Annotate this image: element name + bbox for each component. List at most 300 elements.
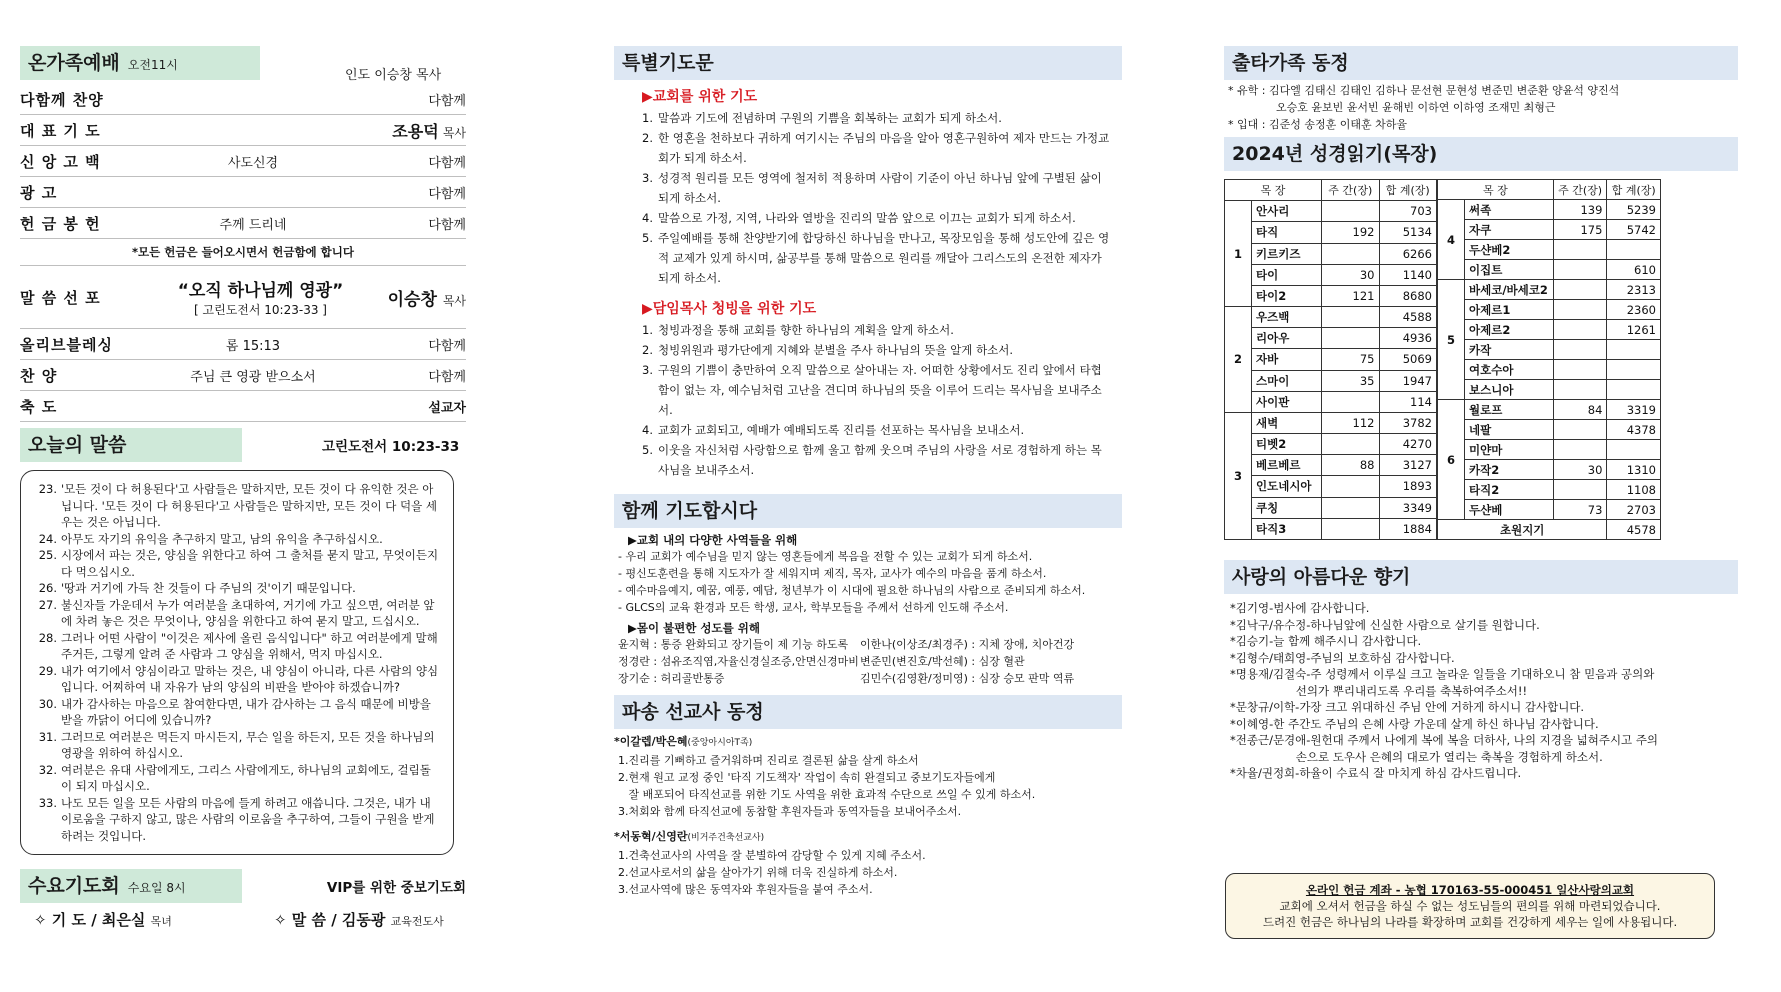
table-row <box>1438 480 1661 500</box>
verse-number: 27. <box>38 597 57 612</box>
today-word-title: 오늘의 말씀 <box>20 428 242 462</box>
verse-text: '땅과 거기에 가득 찬 것들이 다 주님의 것'이기 때문입니다. <box>61 581 356 595</box>
week-count <box>1322 434 1379 455</box>
special-prayer-title: 특별기도문 <box>614 46 1122 80</box>
week-count: 73 <box>1553 500 1607 520</box>
verse-text: 내가 여기에서 양심이라고 말하는 것은, 내 양심이 아니라, 다른 사람의 양심입니다. 어찌하여 내 자유가 남의 양심의 비판을 받아야 하겠습니까? <box>61 663 439 694</box>
worship-row <box>20 360 466 391</box>
total-count: 4378 <box>1607 420 1661 440</box>
week-count <box>1553 440 1607 460</box>
table-row <box>1225 518 1437 539</box>
love-item: *이혜영-한 주간도 주님의 은혜 사랑 가운데 살게 하신 하나님 감사합니다. <box>1230 716 1599 731</box>
prayer-item <box>642 440 1112 480</box>
mokjang-name: 타이 <box>1252 264 1322 285</box>
total-count <box>1607 240 1661 260</box>
table-row <box>1438 280 1661 300</box>
table-row <box>1225 455 1437 476</box>
missionary-1: *이갈렙/박은혜(중앙아시아T족) 1.진리를 기뻐하고 즐거워하며 진리로 결론된 삶을 살게 하소서 2.현재 원고 교정 중인 '타직 기도책자' 작업이 속히 완결되고 중보기도자들에게 잘 배포되어 타직선교를 위한 기도 사역을 위한 효과적 수단으로 쓰일 수 있게 하소서. 3.처회와 함께 타직선교에 동참할 후원자들과 동역자들을 보내어주소서. <box>614 733 1126 820</box>
prayer-item <box>642 208 1112 228</box>
week-count <box>1322 497 1379 518</box>
prayer-line: - GLCS의 교육 환경과 모든 학생, 교사, 학부모들을 주께서 선하게 인도해 주소서. <box>618 601 1009 614</box>
table-row <box>1225 434 1437 455</box>
verse-text: 여러분은 유대 사람에게도, 그리스 사람에게도, 하나님의 교회에도, 걸림돌이 되지 마십시오. <box>61 762 431 793</box>
mokjang-name: 자바 <box>1252 349 1322 370</box>
week-count: 75 <box>1322 349 1379 370</box>
total-count: 8680 <box>1379 285 1437 306</box>
item-text: 말씀으로 가정, 지역, 나라와 열방을 진리의 말씀 앞으로 이끄는 교회가 되게 하소서. <box>658 211 1076 225</box>
verse-number: 25. <box>38 548 57 562</box>
item-number: 3. <box>642 363 653 377</box>
mokjang-name: 타직3 <box>1252 518 1322 539</box>
sermon-row <box>20 266 466 329</box>
worship-row <box>20 391 466 422</box>
verse-item <box>31 729 439 762</box>
item-number: 4. <box>642 211 653 225</box>
mokjang-name: 보스니아 <box>1465 380 1554 400</box>
table-row <box>1438 340 1661 360</box>
mokjang-name: 타이2 <box>1252 285 1322 306</box>
item-text: 이웃을 자신처럼 사랑함으로 함께 울고 함께 웃으며 주님의 사랑을 서로 경험하게 하는 목사님을 보내주소서. <box>658 443 1102 477</box>
total-count: 1947 <box>1379 370 1437 391</box>
worship-row-detail: 사도신경 <box>227 155 279 171</box>
week-count: 112 <box>1322 412 1379 433</box>
total-count: 5134 <box>1379 222 1437 243</box>
verse-text: 불신자들 가운데서 누가 여러분을 초대하여, 거기에 가고 싶으면, 여러분 앞에 차려 놓은 것은 무엇이나, 양심을 위한다고 하여 묻지 말고, 드십시오. <box>61 597 435 628</box>
mokjang-name: 베르베르 <box>1252 455 1322 476</box>
donation-line2: 드려진 헌금은 하나님의 나라를 확장하며 교회를 건강하게 세우는 일에 사용됩니다. <box>1262 915 1678 929</box>
family-military: * 입대 : 김준성 송정훈 이태훈 차하율 <box>1228 118 1407 131</box>
donation-box <box>1225 873 1715 939</box>
prayer-line: - 우리 교회가 예수님을 믿지 않는 영혼들에게 복음을 전할 수 있는 교회가 되게 하소서. <box>618 550 1033 563</box>
verse-item <box>31 630 439 663</box>
worship-row <box>20 146 466 177</box>
verse-text: 아무도 자기의 유익을 추구하지 말고, 남의 유익을 추구하십시오. <box>61 531 383 546</box>
love-list <box>1224 600 1736 782</box>
worship-header <box>20 46 260 80</box>
table-row <box>1438 380 1661 400</box>
total-count: 703 <box>1379 201 1437 222</box>
mokjang-name: 사이판 <box>1252 391 1322 412</box>
worship-row-person: 다함께 <box>428 93 466 109</box>
week-count <box>1553 320 1607 340</box>
love-item: *김기영-범사에 감사합니다. <box>1230 601 1370 615</box>
table-row <box>1438 360 1661 380</box>
item-number: 3. <box>642 171 653 185</box>
worship-row-person: 다함께 <box>428 186 466 202</box>
bible-table-right <box>1437 179 1661 540</box>
verse-number: 23. <box>38 482 57 496</box>
mokjang-name: 미얀마 <box>1465 440 1554 460</box>
prayer-item <box>642 340 1112 360</box>
total-count: 2703 <box>1607 500 1661 520</box>
prayer-item <box>642 228 1112 288</box>
item-text: 주일예배를 통해 찬양받기에 합당하신 하나님을 만나고, 목장모임을 통해 성도안에 깊은 영적 교제가 있게 하시며, 삶공부를 통해 말씀으로 원리를 깨달아 그리스도의 온전한 제자가 되게 하소서. <box>658 231 1110 285</box>
mokjang-name: 여호수아 <box>1465 360 1554 380</box>
verse-text: '모든 것이 다 허용된다'고 사람들은 말하지만, 모든 것이 다 유익한 것은 아닙니다. '모든 것이 다 허용된다'고 사람들은 말하지만, 모든 것이 다 덕을 세우는 것은 아닙니다. <box>61 482 438 529</box>
donation-title: 온라인 헌금 계좌 - 농협 170163-55-000451 일산사랑의교회 <box>1305 883 1635 897</box>
week-count <box>1553 240 1607 260</box>
verse-number: 30. <box>38 696 57 711</box>
total-count: 2360 <box>1607 300 1661 320</box>
group-number: 4 <box>1438 200 1465 280</box>
verse-item <box>31 597 439 630</box>
total-count: 4588 <box>1379 307 1437 328</box>
table-row <box>1225 391 1437 412</box>
worship-row <box>20 208 466 239</box>
table-row <box>1225 285 1437 306</box>
mokjang-name: 키르키즈 <box>1252 243 1322 264</box>
church-prayer-list <box>642 108 1126 288</box>
worship-row-person: 다함께 <box>428 338 466 354</box>
pray-together-head1: ▶교회 내의 다양한 사역들을 위해 <box>628 533 798 547</box>
verse-text: 내가 감사하는 마음으로 참여한다면, 내가 감사하는 그 음식 때문에 비방을 받을 까닭이 어디에 있습니까? <box>61 696 431 727</box>
week-count <box>1322 518 1379 539</box>
love-item: *차율/권정희-하율이 수료식 잘 마치게 하심 감사드립니다. <box>1230 766 1522 780</box>
total-count <box>1607 340 1661 360</box>
week-count: 84 <box>1553 400 1607 420</box>
item-text: 한 영혼을 천하보다 귀하게 여기시는 주님의 마음을 알아 영혼구원하여 제자 만드는 가정교회가 되게 하소서. <box>658 131 1110 165</box>
verse-number: 31. <box>38 729 57 744</box>
table-row <box>1438 300 1661 320</box>
verse-number: 24. <box>38 531 57 546</box>
total-count: 2313 <box>1607 280 1661 300</box>
love-item: *문창규/이학-가장 크고 위대하신 주님 안에 거하게 하시니 감사합니다. <box>1230 700 1585 714</box>
total-count: 114 <box>1379 391 1437 412</box>
worship-row-detail: 주님 큰 영광 받으소서 <box>190 369 316 385</box>
week-count <box>1322 328 1379 349</box>
table-row <box>1225 412 1437 433</box>
worship-row-label: 축 도 <box>20 397 58 416</box>
mokjang-name: 월로프 <box>1465 400 1554 420</box>
worship-row-label: 광 고 <box>20 183 58 202</box>
total-count: 5069 <box>1379 349 1437 370</box>
mokjang-name: 안사리 <box>1252 201 1322 222</box>
total-count: 610 <box>1607 260 1661 280</box>
week-count: 175 <box>1553 220 1607 240</box>
table-row <box>1225 349 1437 370</box>
worship-row-label: 올리브블레싱 <box>20 335 113 354</box>
total-count: 4578 <box>1607 520 1661 540</box>
verse-item <box>31 696 439 729</box>
table-row <box>1438 260 1661 280</box>
week-count <box>1322 391 1379 412</box>
verse-item <box>31 531 439 548</box>
week-count <box>1553 280 1607 300</box>
item-number: 1. <box>642 323 653 337</box>
total-count: 1140 <box>1379 264 1437 285</box>
prayer-line: - 평신도훈련을 통해 지도자가 잘 세워지며 제직, 목자, 교사가 예수의 마음을 품게 하소서. <box>618 567 1047 580</box>
pray-together-head2: ▶몸이 불편한 성도를 위해 <box>628 621 760 635</box>
prayer-item <box>642 168 1112 208</box>
total-count: 4270 <box>1379 434 1437 455</box>
mokjang-name: 자쿠 <box>1465 220 1554 240</box>
week-count <box>1553 300 1607 320</box>
total-count <box>1607 440 1661 460</box>
mokjang-name: 바세코/바세코2 <box>1465 280 1554 300</box>
worship-row-label: 찬 양 <box>20 366 58 385</box>
sermon-ref: [ 고린도전서 10:23-33 ] <box>194 303 327 317</box>
table-header <box>1225 180 1437 201</box>
total-count: 3319 <box>1607 400 1661 420</box>
table-row <box>1438 520 1661 540</box>
missionary-2: *서동혁/신영란(비거주건축선교사) 1.건축선교사의 사역을 잘 분별하여 감당할 수 있게 지혜 주소서. 2.선교사로서의 삶을 살아가기 위해 더욱 진실하게 하소서. 3.선교사역에 많은 동역자와 후원자들을 붙여 주소서. <box>614 828 1126 898</box>
item-number: 2. <box>642 343 653 357</box>
mokjang-name: 초원지기 <box>1438 520 1607 540</box>
missionary-title: 파송 선교사 동정 <box>614 695 1122 729</box>
verse-item <box>31 547 439 580</box>
table-row <box>1225 264 1437 285</box>
sick-row <box>618 670 1126 687</box>
love-item: *김낙구/유수정-하나님앞에 신실한 사람으로 살기를 원합니다. <box>1230 617 1540 632</box>
mokjang-name: 타직 <box>1252 222 1322 243</box>
worship-row <box>20 115 466 146</box>
table-row <box>1438 440 1661 460</box>
sick-person: 윤지혁 : 통증 완화되고 장기들이 제 기능 하도록 <box>618 638 849 651</box>
sick-person: 이한나(이상조/최경주) : 지체 장애, 치아건강 <box>860 638 1075 651</box>
mokjang-name: 써족 <box>1465 200 1554 220</box>
header-group: 목 장 <box>1225 180 1322 201</box>
item-text: 성경적 원리를 모든 영역에 철저히 적용하며 사람이 기준이 아닌 하나님 앞에 구별된 삶이 되게 하소서. <box>658 171 1102 205</box>
missionary-item: 2.선교사로서의 삶을 살아가기 위해 더욱 진실하게 하소서. <box>618 866 898 879</box>
donation-line1: 교회에 오셔서 헌금을 하실 수 없는 성도님들의 편의를 위해 마련되었습니다. <box>1279 899 1661 913</box>
wednesday-prayer: ✧ 기 도 / 최은실 목녀 <box>34 911 172 929</box>
worship-row-person: 설교자 <box>428 400 466 416</box>
worship-row-label: 헌 금 봉 헌 <box>20 214 101 233</box>
mokjang-name: 타직2 <box>1465 480 1554 500</box>
week-count: 192 <box>1322 222 1379 243</box>
header-week: 주 간(장) <box>1322 180 1379 201</box>
order-of-worship <box>20 84 466 239</box>
verse-number: 33. <box>38 795 57 810</box>
group-number: 1 <box>1225 201 1252 307</box>
table-row <box>1438 240 1661 260</box>
column-prayer <box>614 46 1126 898</box>
mokjang-name: 티벳2 <box>1252 434 1322 455</box>
table-row <box>1438 500 1661 520</box>
total-count: 3127 <box>1379 455 1437 476</box>
worship-row <box>20 329 466 360</box>
pray-together-title: 함께 기도합시다 <box>614 494 1122 528</box>
item-text: 청빙과정을 통해 교회를 향한 하나님의 계획을 알게 하소서. <box>658 323 954 337</box>
table-row <box>1225 222 1437 243</box>
column-worship <box>20 46 534 930</box>
week-count <box>1322 243 1379 264</box>
sick-list <box>618 636 1126 687</box>
total-count: 1310 <box>1607 460 1661 480</box>
week-count <box>1553 340 1607 360</box>
mokjang-name: 두샨베2 <box>1465 240 1554 260</box>
sick-row <box>618 636 1126 653</box>
table-row <box>1438 200 1661 220</box>
worship-row-label: 신 앙 고 백 <box>20 152 101 171</box>
verse-text: 나도 모든 일을 모든 사람의 마음에 들게 하려고 애씁니다. 그것은, 내가 내 이로움을 구하지 않고, 많은 사람의 이로움을 추구하여, 그들이 구원을 받게 하려는 것입니다. <box>61 795 435 843</box>
wednesday-subtitle: VIP를 위한 중보기도회 <box>326 880 466 896</box>
pray-together-list <box>618 548 1126 616</box>
mokjang-name: 인도네시아 <box>1252 476 1322 497</box>
week-count <box>1553 480 1607 500</box>
table-row <box>1438 220 1661 240</box>
prayer-item <box>642 108 1112 128</box>
worship-row-detail: 롬 15:13 <box>225 338 281 354</box>
verse-number: 32. <box>38 762 57 777</box>
total-count: 5239 <box>1607 200 1661 220</box>
header-week: 주 간(장) <box>1553 180 1607 200</box>
table-row <box>1225 328 1437 349</box>
mokjang-name: 이집트 <box>1465 260 1554 280</box>
sick-person: 변준민(변진호/박선혜) : 심장 혈관 <box>860 655 1025 668</box>
mokjang-name: 아제르2 <box>1465 320 1554 340</box>
verse-item <box>31 481 439 531</box>
item-number: 4. <box>642 423 653 437</box>
verse-number: 28. <box>38 630 57 645</box>
mokjang-name: 우즈백 <box>1252 307 1322 328</box>
missionary-item: 1.진리를 기뻐하고 즐거워하며 진리로 결론된 삶을 살게 하소서 <box>618 754 919 767</box>
prayer-item <box>642 128 1112 168</box>
wednesday-word: ✧ 말 씀 / 김동광 교육전도사 <box>274 911 444 929</box>
worship-leader: 인도 이승창 목사 <box>345 68 442 83</box>
item-number: 2. <box>642 131 653 145</box>
missionary-item: 3.선교사역에 많은 동역자와 후원자들을 붙여 주소서. <box>618 883 873 896</box>
mokjang-name: 네팔 <box>1465 420 1554 440</box>
week-count <box>1322 476 1379 497</box>
total-count: 5742 <box>1607 220 1661 240</box>
worship-row <box>20 177 466 208</box>
worship-row-label: 대 표 기 도 <box>20 121 101 140</box>
today-word-ref: 고린도전서 10:23-33 <box>322 439 460 455</box>
pastor-prayer-heading: ▶담임목사 청빙을 위한 기도 <box>642 301 817 317</box>
header-total: 합 계(장) <box>1607 180 1661 200</box>
mokjang-name: 스마이 <box>1252 370 1322 391</box>
group-number: 5 <box>1438 280 1465 400</box>
mokjang-name: 리아우 <box>1252 328 1322 349</box>
total-count: 3349 <box>1379 497 1437 518</box>
worship-row-person: 다함께 <box>428 217 466 233</box>
bible-table-left <box>1224 179 1437 540</box>
family-title: 출타가족 동정 <box>1224 46 1738 80</box>
missionary-item: 3.처회와 함께 타직선교에 동참할 후원자들과 동역자들을 보내어주소서. <box>618 805 962 818</box>
week-count: 30 <box>1322 264 1379 285</box>
worship-row-person <box>336 119 466 142</box>
worship-row-detail: 주께 드리네 <box>219 217 287 233</box>
table-row <box>1225 307 1437 328</box>
week-count: 88 <box>1322 455 1379 476</box>
table-row <box>1438 400 1661 420</box>
mokjang-name: 카작2 <box>1465 460 1554 480</box>
table-row <box>1225 370 1437 391</box>
table-row <box>1438 460 1661 480</box>
week-count: 35 <box>1322 370 1379 391</box>
love-item: *전종근/문경애-원헌대 주께서 나에게 복에 복을 더하사, 나의 지경을 넓혀주시고 주의 <box>1230 733 1659 747</box>
verse-item <box>31 580 439 597</box>
love-item: 손으로 도우사 은혜의 대로가 열리는 축복을 경험하게 하소서. <box>1230 749 1603 764</box>
scripture-box <box>20 470 454 855</box>
mokjang-name: 카작 <box>1465 340 1554 360</box>
total-count: 1884 <box>1379 518 1437 539</box>
love-item: *김승기-늘 함께 해주시니 감사합니다. <box>1230 634 1422 648</box>
header-total: 합 계(장) <box>1379 180 1437 201</box>
column-news <box>1224 46 1736 782</box>
missionary-item: 2.현재 원고 교정 중인 '타직 기도책자' 작업이 속히 완결되고 중보기도자들에게 <box>618 771 996 784</box>
verse-item <box>31 795 439 845</box>
sermon-title: “오직 하나님께 영광” <box>177 281 344 301</box>
total-count: 4936 <box>1379 328 1437 349</box>
prayer-item <box>642 360 1112 420</box>
week-count <box>1322 201 1379 222</box>
table-row <box>1225 243 1437 264</box>
love-item: 선의가 뿌리내리도록 우리를 축복하여주소서!! <box>1230 683 1528 698</box>
item-text: 구원의 기쁨이 충만하여 오직 말씀으로 살아내는 자. 어떠한 상황에서도 진리 앞에서 타협함이 없는 자, 예수님처럼 고난을 견디며 하나님의 뜻을 이루어 드리는 목사님을 보내주소서. <box>658 363 1102 417</box>
family-study-2: 오승호 윤보빈 윤서빈 윤해빈 이하연 이하영 조재민 최형근 <box>1276 101 1556 114</box>
worship-row-person: 다함께 <box>428 155 466 171</box>
worship-time: 오전11시 <box>127 58 178 72</box>
mokjang-name: 쿠칭 <box>1252 497 1322 518</box>
item-number: 5. <box>642 443 653 457</box>
table-row <box>1225 476 1437 497</box>
person-name: 조용덕 <box>392 121 439 141</box>
verse-number: 26. <box>38 581 57 595</box>
person-title: 목사 <box>442 125 466 140</box>
total-count: 3782 <box>1379 412 1437 433</box>
bible-reading-title: 2024년 성경읽기(목장) <box>1224 137 1738 171</box>
total-count: 1108 <box>1607 480 1661 500</box>
verse-item <box>31 663 439 696</box>
total-count <box>1607 380 1661 400</box>
verse-item <box>31 762 439 795</box>
sick-person: 김민수(김영환/정미영) : 심장 승모 판막 역류 <box>860 672 1075 685</box>
preacher: 이승창 목사 <box>387 289 466 310</box>
verse-text: 시장에서 파는 것은, 양심을 위한다고 하여 그 출처를 묻지 말고, 무엇이든지 다 먹으십시오. <box>61 548 439 579</box>
wednesday-header: 수요기도회 수요일 8시 <box>20 869 242 903</box>
week-count <box>1553 260 1607 280</box>
prayer-line: - 예수마음예지, 예꿈, 예풍, 예담, 청년부가 이 시대에 필요한 하나님의 사람으로 준비되게 하소서. <box>618 584 1086 597</box>
worship-row <box>20 84 466 115</box>
missionary-item: 1.건축선교사의 사역을 잘 분별하여 감당할 수 있게 지혜 주소서. <box>618 849 926 862</box>
order-of-worship-2 <box>20 329 466 422</box>
group-number: 2 <box>1225 307 1252 413</box>
worship-row-label: 다함께 찬양 <box>20 90 104 109</box>
sick-person: 정경란 : 섬유조직염,자율신경실조증,안면신경마비 <box>618 655 859 668</box>
mokjang-name: 두샨베 <box>1465 500 1554 520</box>
header-group: 목 장 <box>1438 180 1554 200</box>
week-count: 121 <box>1322 285 1379 306</box>
table-row <box>1438 320 1661 340</box>
item-number: 5. <box>642 231 653 245</box>
verse-number: 29. <box>38 663 57 678</box>
verse-text: 그러나 어떤 사람이 "이것은 제사에 올린 음식입니다" 하고 여러분에게 말해 주거든, 그렇게 알려 준 사람과 그 양심을 위해서, 먹지 마십시오. <box>61 630 438 661</box>
church-prayer-heading: ▶교회를 위한 기도 <box>642 89 758 105</box>
item-text: 청빙위원과 평가단에게 지혜와 분별을 주사 하나님의 뜻을 알게 하소서. <box>658 343 1014 357</box>
total-count <box>1607 360 1661 380</box>
love-title: 사랑의 아름다운 향기 <box>1224 560 1738 594</box>
table-header <box>1438 180 1661 200</box>
mokjang-name: 새벽 <box>1252 412 1322 433</box>
table-row <box>1225 497 1437 518</box>
week-count <box>1553 420 1607 440</box>
total-count: 6266 <box>1379 243 1437 264</box>
item-text: 말씀과 기도에 전념하며 구원의 기쁨을 회복하는 교회가 되게 하소서. <box>658 111 1002 125</box>
offering-note: *모든 헌금은 들어오시면서 헌금함에 합니다 <box>20 239 466 266</box>
love-item: *김형수/태희영-주님의 보호하심 감사합니다. <box>1230 650 1455 665</box>
sick-row <box>618 653 1126 670</box>
worship-row-person: 다함께 <box>428 369 466 385</box>
mokjang-name: 아제르1 <box>1465 300 1554 320</box>
love-item: *명용재/김절숙-주 성령께서 이루실 크고 놀라운 일들을 기대하오니 참 믿음과 공의와 <box>1230 667 1655 681</box>
table-row <box>1438 420 1661 440</box>
pastor-prayer-list <box>642 320 1126 480</box>
bible-reading-tables <box>1224 179 1736 540</box>
verse-text: 그러므로 여러분은 먹든지 마시든지, 무슨 일을 하든지, 모든 것을 하나님의 영광을 위하여 하십시오. <box>61 729 435 760</box>
total-count: 1261 <box>1607 320 1661 340</box>
